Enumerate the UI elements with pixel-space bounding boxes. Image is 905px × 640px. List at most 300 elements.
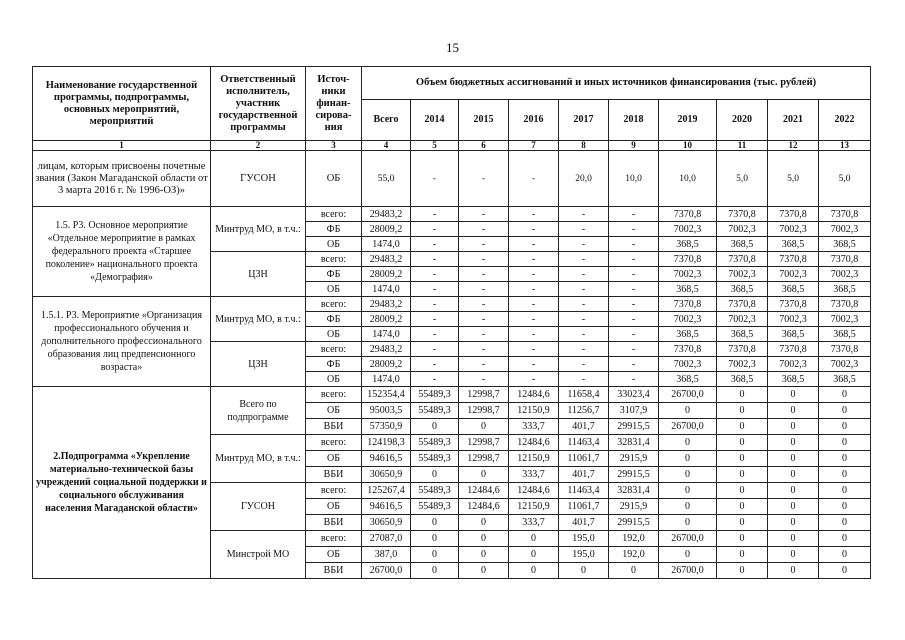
source-cell: всего: <box>306 435 362 451</box>
table-cell: 12484,6 <box>459 483 509 499</box>
table-cell: 0 <box>659 435 717 451</box>
table-row <box>33 207 871 222</box>
header-year: 2019 <box>659 100 717 141</box>
table-cell: 125267,4 <box>362 483 411 499</box>
table-cell: - <box>459 237 509 252</box>
column-number: 9 <box>609 141 659 151</box>
table-cell: - <box>509 312 559 327</box>
table-cell: 26700,0 <box>659 531 717 547</box>
table-cell: 333,7 <box>509 467 559 483</box>
table-cell: 195,0 <box>559 547 609 563</box>
continuation-executor: ГУСОН <box>211 151 306 207</box>
table-cell: 7002,3 <box>819 222 871 237</box>
table-cell: - <box>509 297 559 312</box>
executor-name: Минтруд МО, в т.ч.: <box>211 435 306 483</box>
table-cell: - <box>459 207 509 222</box>
table-cell: 7370,8 <box>717 207 768 222</box>
table-cell: 7002,3 <box>659 267 717 282</box>
table-cell: 12150,9 <box>509 499 559 515</box>
table-cell: - <box>411 252 459 267</box>
table-cell: - <box>509 252 559 267</box>
table-cell: 0 <box>819 451 871 467</box>
table-cell: - <box>609 252 659 267</box>
table-cell: 0 <box>768 451 819 467</box>
table-cell: 0 <box>411 467 459 483</box>
source-cell: ВБИ <box>306 467 362 483</box>
table-cell: 7002,3 <box>768 312 819 327</box>
table-cell: 0 <box>459 531 509 547</box>
header-year: 2021 <box>768 100 819 141</box>
table-cell: 0 <box>768 403 819 419</box>
table-cell: 26700,0 <box>659 563 717 579</box>
table-cell: - <box>609 267 659 282</box>
table-cell: 7370,8 <box>659 342 717 357</box>
table-cell: 0 <box>411 419 459 435</box>
source-cell: всего: <box>306 531 362 547</box>
source-cell: ОБ <box>306 372 362 387</box>
table-cell: 26700,0 <box>362 563 411 579</box>
table-cell: 0 <box>768 467 819 483</box>
column-number: 4 <box>362 141 411 151</box>
table-cell: 11061,7 <box>559 451 609 467</box>
source-cell: всего: <box>306 387 362 403</box>
table-cell: 7370,8 <box>819 297 871 312</box>
table-cell: 0 <box>717 483 768 499</box>
table-cell: 12998,7 <box>459 435 509 451</box>
table-cell: - <box>509 267 559 282</box>
table-cell: 55,0 <box>362 151 411 207</box>
table-cell: 7370,8 <box>768 342 819 357</box>
table-cell: 7370,8 <box>717 297 768 312</box>
table-cell: 0 <box>717 531 768 547</box>
table-cell: 2915,9 <box>609 499 659 515</box>
source-cell: ФБ <box>306 222 362 237</box>
table-cell: 0 <box>717 515 768 531</box>
table-cell: 0 <box>659 515 717 531</box>
header-total: Всего <box>362 100 411 141</box>
table-cell: 12150,9 <box>509 451 559 467</box>
table-cell: 7002,3 <box>768 222 819 237</box>
table-cell: 368,5 <box>659 282 717 297</box>
table-cell: 55489,3 <box>411 499 459 515</box>
table-cell: 29915,5 <box>609 419 659 435</box>
table-cell: - <box>559 222 609 237</box>
table-cell: - <box>459 327 509 342</box>
table-cell: 368,5 <box>659 237 717 252</box>
table-cell: 0 <box>717 451 768 467</box>
table-cell: - <box>459 252 509 267</box>
table-cell: 0 <box>659 499 717 515</box>
table-cell: - <box>459 342 509 357</box>
source-cell: ОБ <box>306 403 362 419</box>
executor-name: Минстрой МО <box>211 531 306 579</box>
table-cell: 0 <box>768 419 819 435</box>
source-cell: ОБ <box>306 499 362 515</box>
table-cell: 124198,3 <box>362 435 411 451</box>
table-cell: - <box>509 327 559 342</box>
table-cell: 0 <box>459 563 509 579</box>
table-cell: - <box>559 327 609 342</box>
budget-table <box>32 66 871 579</box>
table-cell: 0 <box>819 467 871 483</box>
table-cell: 0 <box>411 563 459 579</box>
table-cell: - <box>459 297 509 312</box>
table-cell: 12998,7 <box>459 403 509 419</box>
column-number: 5 <box>411 141 459 151</box>
table-cell: - <box>559 237 609 252</box>
table-cell: 7370,8 <box>717 342 768 357</box>
block-name: 1.5. Р3. Основное мероприятие «Отдельное мероприятие в рамках федерального проекта «Старшее поколение» национального проекта «Демография» <box>33 207 211 297</box>
table-cell: 0 <box>659 451 717 467</box>
table-cell: 368,5 <box>659 327 717 342</box>
table-cell: - <box>509 357 559 372</box>
table-cell: 11463,4 <box>559 435 609 451</box>
table-cell: - <box>609 237 659 252</box>
table-cell: 387,0 <box>362 547 411 563</box>
table-cell: 30650,9 <box>362 467 411 483</box>
table-cell: 368,5 <box>768 327 819 342</box>
source-cell: всего: <box>306 483 362 499</box>
table-cell: 0 <box>509 547 559 563</box>
table-cell: 401,7 <box>559 467 609 483</box>
table-cell: 26700,0 <box>659 419 717 435</box>
table-cell: 0 <box>819 515 871 531</box>
table-cell: 33023,4 <box>609 387 659 403</box>
column-number: 2 <box>211 141 306 151</box>
table-cell: 1474,0 <box>362 282 411 297</box>
table-cell: 0 <box>717 419 768 435</box>
table-cell: 368,5 <box>819 327 871 342</box>
table-cell: 57350,9 <box>362 419 411 435</box>
table-row <box>33 297 871 312</box>
table-cell: 5,0 <box>768 151 819 207</box>
table-cell: 0 <box>768 435 819 451</box>
column-number: 8 <box>559 141 609 151</box>
table-cell: 195,0 <box>559 531 609 547</box>
table-cell: 0 <box>559 563 609 579</box>
table-cell: 0 <box>768 499 819 515</box>
header-year: 2020 <box>717 100 768 141</box>
header-name: Наименование государственной программы, подпрограммы, основных мероприятий, мероприятий <box>33 67 211 141</box>
table-cell: 0 <box>459 467 509 483</box>
header-source: Источ-ники финан-сирова-ния <box>306 67 362 141</box>
table-cell: 28009,2 <box>362 222 411 237</box>
source-cell: всего: <box>306 342 362 357</box>
table-cell: 333,7 <box>509 515 559 531</box>
table-cell: 1474,0 <box>362 237 411 252</box>
table-cell: - <box>609 282 659 297</box>
table-cell: 12998,7 <box>459 451 509 467</box>
table-cell: - <box>609 297 659 312</box>
source-cell: ОБ <box>306 451 362 467</box>
table-cell: 7002,3 <box>659 357 717 372</box>
column-number: 10 <box>659 141 717 151</box>
continuation-row <box>33 151 871 207</box>
table-cell: - <box>411 342 459 357</box>
table-cell: 10,0 <box>609 151 659 207</box>
table-cell: 333,7 <box>509 419 559 435</box>
executor-name: Всего по подпрограмме <box>211 387 306 435</box>
table-cell: 32831,4 <box>609 435 659 451</box>
table-cell: 3107,9 <box>609 403 659 419</box>
table-cell: 30650,9 <box>362 515 411 531</box>
executor-name: ЦЗН <box>211 342 306 387</box>
header-year: 2018 <box>609 100 659 141</box>
table-cell: 7002,3 <box>717 357 768 372</box>
table-cell: - <box>559 282 609 297</box>
table-cell: 0 <box>509 531 559 547</box>
table-cell: 0 <box>717 547 768 563</box>
table-cell: 1474,0 <box>362 372 411 387</box>
table-cell: 0 <box>459 515 509 531</box>
table-cell: 7370,8 <box>768 252 819 267</box>
source-cell: всего: <box>306 207 362 222</box>
table-cell: 0 <box>659 467 717 483</box>
table-cell: - <box>509 207 559 222</box>
table-cell: - <box>459 312 509 327</box>
table-cell: 7002,3 <box>819 267 871 282</box>
table-cell: 0 <box>717 499 768 515</box>
table-cell: 32831,4 <box>609 483 659 499</box>
table-cell: 0 <box>411 515 459 531</box>
table-cell: 7002,3 <box>659 222 717 237</box>
table-cell: - <box>559 267 609 282</box>
table-cell: 0 <box>659 547 717 563</box>
table-cell: 0 <box>717 435 768 451</box>
table-cell: 12484,6 <box>459 499 509 515</box>
table-cell: 7370,8 <box>659 297 717 312</box>
table-cell: 0 <box>768 515 819 531</box>
table-cell: 11061,7 <box>559 499 609 515</box>
table-cell: 29483,2 <box>362 252 411 267</box>
table-cell: 7370,8 <box>819 342 871 357</box>
table-cell: 0 <box>768 531 819 547</box>
table-cell: - <box>559 357 609 372</box>
table-cell: - <box>459 357 509 372</box>
table-cell: - <box>509 282 559 297</box>
source-cell: ФБ <box>306 357 362 372</box>
table-cell: - <box>609 312 659 327</box>
table-cell: 11256,7 <box>559 403 609 419</box>
table-cell: 0 <box>819 419 871 435</box>
block-name: 1.5.1. Р3. Мероприятие «Организация профессионального обучения и дополнительного профессионального образования лиц предпенсионного возраста» <box>33 297 211 387</box>
column-number: 6 <box>459 141 509 151</box>
table-cell: 0 <box>819 563 871 579</box>
table-cell: 0 <box>459 419 509 435</box>
table-cell: 0 <box>717 467 768 483</box>
table-cell: - <box>609 207 659 222</box>
table-cell: 368,5 <box>717 237 768 252</box>
header-year: 2015 <box>459 100 509 141</box>
table-cell: - <box>609 342 659 357</box>
table-cell: 27087,0 <box>362 531 411 547</box>
table-cell: - <box>411 151 459 207</box>
table-cell: - <box>459 282 509 297</box>
table-cell: - <box>509 237 559 252</box>
table-cell: 7002,3 <box>717 222 768 237</box>
table-cell: 0 <box>717 403 768 419</box>
table-cell: 2915,9 <box>609 451 659 467</box>
table-cell: 0 <box>768 563 819 579</box>
table-cell: 7370,8 <box>659 252 717 267</box>
table-cell: 7370,8 <box>819 207 871 222</box>
table-cell: 0 <box>819 499 871 515</box>
table-cell: 5,0 <box>819 151 871 207</box>
executor-name: Минтруд МО, в т.ч.: <box>211 207 306 252</box>
table-cell: 0 <box>768 387 819 403</box>
table-cell: 368,5 <box>659 372 717 387</box>
table-cell: - <box>411 222 459 237</box>
table-cell: 7370,8 <box>819 252 871 267</box>
table-cell: 12484,6 <box>509 435 559 451</box>
table-cell: 7370,8 <box>659 207 717 222</box>
executor-name: Минтруд МО, в т.ч.: <box>211 297 306 342</box>
table-cell: 29483,2 <box>362 297 411 312</box>
column-number: 1 <box>33 141 211 151</box>
table-cell: 55489,3 <box>411 387 459 403</box>
table-cell: 7002,3 <box>768 267 819 282</box>
table-cell: - <box>509 342 559 357</box>
block-name: 2.Подпрограмма «Укрепление материально-технической базы учреждений социальной поддержки и социального обслуживания населения Магаданской области» <box>33 387 211 579</box>
table-cell: 11463,4 <box>559 483 609 499</box>
executor-name: ЦЗН <box>211 252 306 297</box>
column-number: 11 <box>717 141 768 151</box>
table-cell: 55489,3 <box>411 403 459 419</box>
table-cell: 0 <box>659 483 717 499</box>
table-cell: 368,5 <box>819 282 871 297</box>
column-number: 13 <box>819 141 871 151</box>
table-cell: 28009,2 <box>362 267 411 282</box>
table-cell: 94616,5 <box>362 499 411 515</box>
table-cell: 368,5 <box>768 237 819 252</box>
table-cell: - <box>559 342 609 357</box>
source-cell: ОБ <box>306 282 362 297</box>
continuation-source: ОБ <box>306 151 362 207</box>
table-cell: 152354,4 <box>362 387 411 403</box>
column-number: 7 <box>509 141 559 151</box>
table-cell: - <box>559 252 609 267</box>
table-cell: 11658,4 <box>559 387 609 403</box>
table-cell: 401,7 <box>559 419 609 435</box>
table-cell: 28009,2 <box>362 357 411 372</box>
table-cell: 0 <box>819 387 871 403</box>
table-cell: 5,0 <box>717 151 768 207</box>
table-cell: 29483,2 <box>362 342 411 357</box>
table-cell: 368,5 <box>717 282 768 297</box>
table-cell: 0 <box>717 563 768 579</box>
page-number: 15 <box>446 40 459 55</box>
table-cell: 29915,5 <box>609 515 659 531</box>
source-cell: ФБ <box>306 312 362 327</box>
table-cell: 0 <box>509 563 559 579</box>
table-cell: - <box>459 222 509 237</box>
table-cell: 368,5 <box>768 282 819 297</box>
header-year: 2017 <box>559 100 609 141</box>
table-cell: 368,5 <box>819 372 871 387</box>
table-cell: - <box>411 282 459 297</box>
table-cell: 0 <box>768 483 819 499</box>
table-cell: 7002,3 <box>717 312 768 327</box>
table-cell: 401,7 <box>559 515 609 531</box>
table-cell: 0 <box>411 531 459 547</box>
table-cell: 192,0 <box>609 547 659 563</box>
source-cell: ОБ <box>306 327 362 342</box>
table-cell: 12150,9 <box>509 403 559 419</box>
source-cell: ОБ <box>306 547 362 563</box>
table-cell: 12484,6 <box>509 483 559 499</box>
table-cell: 192,0 <box>609 531 659 547</box>
table-cell: - <box>509 151 559 207</box>
table-cell: 55489,3 <box>411 483 459 499</box>
table-cell: - <box>411 207 459 222</box>
table-cell: - <box>559 297 609 312</box>
table-cell: 368,5 <box>717 372 768 387</box>
table-cell: 7002,3 <box>819 357 871 372</box>
table-cell: 0 <box>411 547 459 563</box>
table-cell: 7002,3 <box>768 357 819 372</box>
continuation-name: лицам, которым присвоены почетные звания (Закон Магаданской области от 3 марта 2016 г. № 1996-ОЗ)» <box>33 151 211 207</box>
table-cell: - <box>609 222 659 237</box>
table-cell: 0 <box>459 547 509 563</box>
table-cell: 12484,6 <box>509 387 559 403</box>
header-year: 2014 <box>411 100 459 141</box>
header-executor: Ответственный исполнитель, участник государственной программы <box>211 67 306 141</box>
table-cell: 7002,3 <box>717 267 768 282</box>
table-cell: 0 <box>819 435 871 451</box>
table-cell: - <box>459 372 509 387</box>
source-cell: всего: <box>306 297 362 312</box>
table-cell: - <box>459 151 509 207</box>
table-cell: 26700,0 <box>659 387 717 403</box>
table-cell: 55489,3 <box>411 435 459 451</box>
source-cell: ОБ <box>306 237 362 252</box>
table-cell: 29915,5 <box>609 467 659 483</box>
table-cell: - <box>411 237 459 252</box>
table-cell: 0 <box>659 403 717 419</box>
table-cell: 12998,7 <box>459 387 509 403</box>
table-cell: - <box>411 357 459 372</box>
table-cell: 0 <box>768 547 819 563</box>
table-cell: - <box>411 327 459 342</box>
table-cell: - <box>509 372 559 387</box>
table-cell: - <box>559 312 609 327</box>
executor-name: ГУСОН <box>211 483 306 531</box>
source-cell: ВБИ <box>306 515 362 531</box>
table-cell: 7002,3 <box>819 312 871 327</box>
table-cell: 95003,5 <box>362 403 411 419</box>
table-cell: - <box>609 327 659 342</box>
table-cell: 368,5 <box>819 237 871 252</box>
table-cell: 10,0 <box>659 151 717 207</box>
table-cell: 0 <box>819 403 871 419</box>
table-cell: 7370,8 <box>717 252 768 267</box>
table-cell: 7370,8 <box>768 297 819 312</box>
table-cell: 1474,0 <box>362 327 411 342</box>
table-row <box>33 387 871 403</box>
column-number: 3 <box>306 141 362 151</box>
column-numbers-row <box>33 141 871 151</box>
header-volume: Объем бюджетных ассигнований и иных источников финансирования (тыс. рублей) <box>362 67 871 100</box>
table-cell: - <box>609 372 659 387</box>
table-cell: - <box>559 207 609 222</box>
table-cell: - <box>609 357 659 372</box>
table-cell: - <box>509 222 559 237</box>
table-cell: 20,0 <box>559 151 609 207</box>
table-cell: - <box>559 372 609 387</box>
source-cell: ВБИ <box>306 563 362 579</box>
table-cell: - <box>411 267 459 282</box>
table-cell: 7370,8 <box>768 207 819 222</box>
